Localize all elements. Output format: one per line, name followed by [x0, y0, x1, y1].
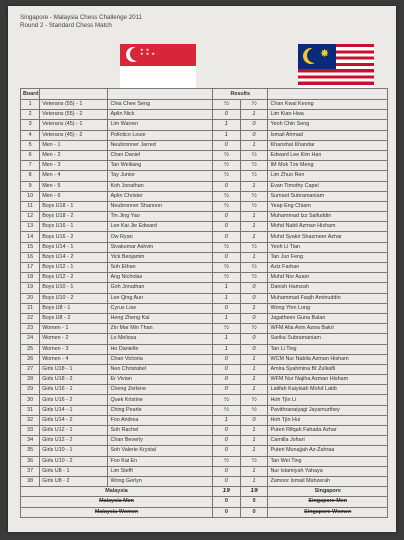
- malaysia-player: Muhammad Faqih Aminuddin: [268, 293, 388, 303]
- board-number: 33: [21, 426, 40, 436]
- board-number: 28: [21, 375, 40, 385]
- team-category: Veterans (55) - 2: [40, 110, 108, 120]
- table-row: [21, 446, 388, 456]
- table-row: [21, 222, 388, 232]
- singapore-player: Er Vivian: [108, 375, 213, 385]
- malaysia-player: Sumant Subramaniam: [268, 191, 388, 201]
- singapore-player: Lim Steffi: [108, 466, 213, 476]
- singapore-result: 0: [213, 252, 241, 262]
- singapore-player: Ho Danielle: [108, 344, 213, 354]
- totals-body: [21, 487, 388, 518]
- malaysia-result: ½: [240, 100, 268, 110]
- malaysia-player: Hoh Tjin Li: [268, 395, 388, 405]
- results-column-header: Results: [213, 89, 268, 100]
- team-category: Girls U10 - 1: [40, 446, 108, 456]
- board-number: 6: [21, 150, 40, 160]
- team-category: Women - 3: [40, 344, 108, 354]
- singapore-result: ½: [213, 150, 241, 160]
- totals-left-team: Malaysia: [21, 487, 213, 497]
- malaysia-player: Lim Kian Hwa: [268, 110, 388, 120]
- team-category: Women - 1: [40, 324, 108, 334]
- singapore-player: Sivakumar Ashvin: [108, 242, 213, 252]
- table-row: [21, 456, 388, 466]
- board-number: 18: [21, 273, 40, 283]
- malaysia-result: ½: [240, 171, 268, 181]
- team-category: Girls U8 - 2: [40, 476, 108, 486]
- singapore-player: Aplin Christer: [108, 191, 213, 201]
- singapore-flag-icon: ★ ★ ★ ★ ★: [120, 44, 196, 88]
- malaysia-player: Edward Lee Kim Han: [268, 150, 388, 160]
- board-number: 21: [21, 303, 40, 313]
- singapore-result: 0: [213, 436, 241, 446]
- malaysia-result: ½: [240, 263, 268, 273]
- singapore-player: Foo Kai En: [108, 456, 213, 466]
- malaysia-result: 1: [240, 385, 268, 395]
- singapore-result: ½: [213, 405, 241, 415]
- team-category: Men - 3: [40, 161, 108, 171]
- malaysia-result: ½: [240, 161, 268, 171]
- singapore-result: ½: [213, 201, 241, 211]
- singapore-result: 1: [213, 120, 241, 130]
- singapore-player: Lee Qing Aun: [108, 293, 213, 303]
- malaysia-player: Aziz Farhan: [268, 263, 388, 273]
- totals-score: 0: [240, 507, 268, 517]
- team-category: Boys U8 - 2: [40, 313, 108, 323]
- singapore-result: 1: [213, 313, 241, 323]
- singapore-result: ½: [213, 456, 241, 466]
- malaysia-result: 1: [240, 212, 268, 222]
- singapore-player: Soh Valerie Krystal: [108, 446, 213, 456]
- table-row: [21, 466, 388, 476]
- table-row: [21, 252, 388, 262]
- table-row: [21, 171, 388, 181]
- board-number: 36: [21, 456, 40, 466]
- totals-score: 0: [240, 497, 268, 507]
- malaysia-result: ½: [240, 456, 268, 466]
- team-category: Boys U10 - 2: [40, 293, 108, 303]
- board-number: 11: [21, 201, 40, 211]
- malaysia-player: Puteri Rifqah Fahada Azhar: [268, 426, 388, 436]
- board-number: 30: [21, 395, 40, 405]
- table-row: [21, 395, 388, 405]
- team-category: Boys U10 - 1: [40, 283, 108, 293]
- malaysia-result: 1: [240, 436, 268, 446]
- board-number: 9: [21, 181, 40, 191]
- team-category: Boys U16 - 2: [40, 232, 108, 242]
- malaysia-result: 1: [240, 375, 268, 385]
- singapore-result: 0: [213, 354, 241, 364]
- singapore-result: ½: [213, 100, 241, 110]
- team-category: Boys U16 - 1: [40, 222, 108, 232]
- table-row: [21, 283, 388, 293]
- team-category: Veterans (45) - 1: [40, 120, 108, 130]
- singapore-result: 0: [213, 466, 241, 476]
- singapore-result: 1: [213, 334, 241, 344]
- singapore-result: ½: [213, 242, 241, 252]
- board-number: 10: [21, 191, 40, 201]
- singapore-result: 1: [213, 130, 241, 140]
- malaysia-result: 0: [240, 293, 268, 303]
- singapore-player: Quek Kristine: [108, 395, 213, 405]
- table-row: [21, 313, 388, 323]
- score-sheet: [8, 6, 396, 532]
- malaysia-result: 1: [240, 426, 268, 436]
- malaysia-player: Lim Zhuo Ren: [268, 171, 388, 181]
- malaysia-result: ½: [240, 273, 268, 283]
- table-row: [21, 273, 388, 283]
- singapore-player: Neubronner Jarred: [108, 140, 213, 150]
- singapore-result: 0: [213, 385, 241, 395]
- singapore-result: ½: [213, 191, 241, 201]
- table-row: [21, 212, 388, 222]
- board-number: 29: [21, 385, 40, 395]
- malaysia-player: Danish Hamzah: [268, 283, 388, 293]
- board-number: 7: [21, 161, 40, 171]
- malaysia-player: Evan Timothy Capel: [268, 181, 388, 191]
- board-number: 31: [21, 405, 40, 415]
- team-category: Men - 2: [40, 150, 108, 160]
- malaysia-player: Amira Syahmina Bt Zulkafli: [268, 364, 388, 374]
- table-row: [21, 303, 388, 313]
- malaysia-result: 1: [240, 140, 268, 150]
- malaysia-result: 1: [240, 476, 268, 486]
- totals-right-team: Singapore Women: [268, 507, 388, 517]
- malaysia-player: Tan Wei Ting: [268, 456, 388, 466]
- table-row: [21, 426, 388, 436]
- team-category: Boys U12 - 1: [40, 263, 108, 273]
- malaysia-player: Sarika Subramaniam: [268, 334, 388, 344]
- malaysia-player: Mohd Nor Azam: [268, 273, 388, 283]
- singapore-column-header: [108, 89, 213, 100]
- totals-left-team: Malaysia Women: [21, 507, 213, 517]
- table-header-row: [21, 89, 388, 100]
- board-number: 15: [21, 242, 40, 252]
- board-number: 14: [21, 232, 40, 242]
- board-number: 12: [21, 212, 40, 222]
- table-row: [21, 415, 388, 425]
- malaysia-player: Yeoh Chin Seng: [268, 120, 388, 130]
- malaysia-player: Khaoshal Khandar: [268, 140, 388, 150]
- malaysia-result: ½: [240, 150, 268, 160]
- team-category: Men - 5: [40, 181, 108, 191]
- singapore-result: 0: [213, 212, 241, 222]
- totals-score: 19: [240, 487, 268, 497]
- board-number: 5: [21, 140, 40, 150]
- malaysia-player: Tan Jun Feng: [268, 252, 388, 262]
- board-number: 17: [21, 263, 40, 273]
- table-row: [21, 120, 388, 130]
- board-number: 4: [21, 130, 40, 140]
- board-number: 38: [21, 476, 40, 486]
- totals-right-team: Singapore Men: [268, 497, 388, 507]
- singapore-result: 1: [213, 283, 241, 293]
- totals-row: [21, 487, 388, 497]
- malaysia-result: 0: [240, 415, 268, 425]
- singapore-result: ½: [213, 161, 241, 171]
- singapore-result: 0: [213, 110, 241, 120]
- singapore-player: Aplin Nick: [108, 110, 213, 120]
- malaysia-result: 1: [240, 354, 268, 364]
- malaysia-player: WFM Alia Anin Azwa Bakri: [268, 324, 388, 334]
- table-row: [21, 161, 388, 171]
- malaysia-player: Hoh Tjin Hui: [268, 415, 388, 425]
- singapore-result: 1: [213, 344, 241, 354]
- table-row: [21, 181, 388, 191]
- singapore-player: Lim Warren: [108, 120, 213, 130]
- board-number: 8: [21, 171, 40, 181]
- malaysia-result: 0: [240, 313, 268, 323]
- board-number: 32: [21, 415, 40, 425]
- board-number: 26: [21, 354, 40, 364]
- table-row: [21, 385, 388, 395]
- singapore-result: 0: [213, 140, 241, 150]
- malaysia-result: 1: [240, 222, 268, 232]
- singapore-result: ½: [213, 324, 241, 334]
- malaysia-result: ½: [240, 395, 268, 405]
- malaysia-result: 1: [240, 364, 268, 374]
- malaysia-player: Latifah Kaiyisah Mohd Latib: [268, 385, 388, 395]
- board-number: 27: [21, 364, 40, 374]
- team-category: Girls U14 - 1: [40, 405, 108, 415]
- malaysia-player: Tan Li Ting: [268, 344, 388, 354]
- malaysia-result: ½: [240, 242, 268, 252]
- board-number: 35: [21, 446, 40, 456]
- singapore-result: 0: [213, 426, 241, 436]
- table-row: [21, 242, 388, 252]
- board-number: 34: [21, 436, 40, 446]
- table-row: [21, 130, 388, 140]
- singapore-player: Cyrus Low: [108, 303, 213, 313]
- table-row: [21, 364, 388, 374]
- board-number: 20: [21, 293, 40, 303]
- singapore-player: Wong Gerlyn: [108, 476, 213, 486]
- singapore-player: Chan Victoria: [108, 354, 213, 364]
- team-category: Girls U10 - 2: [40, 456, 108, 466]
- malaysia-result: 1: [240, 110, 268, 120]
- singapore-result: ½: [213, 171, 241, 181]
- singapore-player: Lo Melissa: [108, 334, 213, 344]
- totals-score: 0: [213, 497, 241, 507]
- malaysia-player: WCM Nur Nabila Azman Hisham: [268, 354, 388, 364]
- team-category: Girls U16 - 1: [40, 385, 108, 395]
- team-category: Men - 1: [40, 140, 108, 150]
- table-row: [21, 110, 388, 120]
- malaysia-player: Jagatheev Guna Balan: [268, 313, 388, 323]
- board-number: 16: [21, 252, 40, 262]
- malaysia-player: Chan Kwai Keong: [268, 100, 388, 110]
- singapore-result: 1: [213, 415, 241, 425]
- team-category: Boys U18 - 1: [40, 201, 108, 211]
- team-column-header: [40, 89, 108, 100]
- malaysia-result: ½: [240, 191, 268, 201]
- board-number: 24: [21, 334, 40, 344]
- board-number: 2: [21, 110, 40, 120]
- table-row: [21, 324, 388, 334]
- table-row: [21, 354, 388, 364]
- singapore-result: 0: [213, 181, 241, 191]
- malaysia-result: 1: [240, 466, 268, 476]
- results-table: [20, 88, 388, 518]
- malaysia-player: Wong Yinn Long: [268, 303, 388, 313]
- board-number: 19: [21, 283, 40, 293]
- malaysia-player: IM Mok Tze Meng: [268, 161, 388, 171]
- team-category: Boys U12 - 2: [40, 273, 108, 283]
- singapore-player: Koh Jonathan: [108, 181, 213, 191]
- singapore-result: 0: [213, 375, 241, 385]
- team-category: Veterans (45) - 2: [40, 130, 108, 140]
- malaysia-player: Yeoh Li Tian: [268, 242, 388, 252]
- team-category: Boys U8 - 1: [40, 303, 108, 313]
- totals-row: [21, 497, 388, 507]
- singapore-player: Chia Chee Seng: [108, 100, 213, 110]
- singapore-result: 0: [213, 476, 241, 486]
- totals-score: 19: [213, 487, 241, 497]
- malaysia-player: Zamoor Ismail Mahzerah: [268, 476, 388, 486]
- singapore-result: ½: [213, 273, 241, 283]
- singapore-player: Soh Rachel: [108, 426, 213, 436]
- table-row: [21, 293, 388, 303]
- team-category: Women - 2: [40, 334, 108, 344]
- team-category: Women - 4: [40, 354, 108, 364]
- singapore-player: Zin Mar Min Than: [108, 324, 213, 334]
- singapore-player: Chan Daniel: [108, 150, 213, 160]
- team-category: Men - 4: [40, 171, 108, 181]
- table-row: [21, 405, 388, 415]
- malaysia-player: Nur Islamiyah Yahaya: [268, 466, 388, 476]
- malaysia-player: Mohd Nabil Azman Hisham: [268, 222, 388, 232]
- singapore-player: Goh Jonathan: [108, 283, 213, 293]
- totals-row: [21, 507, 388, 517]
- team-category: Girls U18 - 2: [40, 375, 108, 385]
- singapore-result: 1: [213, 293, 241, 303]
- team-category: Girls U16 - 2: [40, 395, 108, 405]
- malaysia-result: ½: [240, 405, 268, 415]
- table-row: [21, 375, 388, 385]
- malaysia-player: Camilla Johari: [268, 436, 388, 446]
- malaysia-result: 0: [240, 130, 268, 140]
- singapore-player: Soh Ethan: [108, 263, 213, 273]
- malaysia-player: Pavithranaiyagi Jayamurthey: [268, 405, 388, 415]
- team-category: Girls U12 - 2: [40, 436, 108, 446]
- malaysia-flag-icon: ✸: [298, 44, 374, 88]
- sheet-header: [20, 14, 142, 30]
- team-category: Girls U8 - 1: [40, 466, 108, 476]
- singapore-result: 0: [213, 303, 241, 313]
- malaysia-result: 1: [240, 252, 268, 262]
- malaysia-result: 1: [240, 232, 268, 242]
- malaysia-player: Yeap Eng Chiam: [268, 201, 388, 211]
- singapore-player: Tin Jing Yao: [108, 212, 213, 222]
- singapore-player: Foo Andrea: [108, 415, 213, 425]
- singapore-player: Ang Nicholas: [108, 273, 213, 283]
- malaysia-result: 1: [240, 446, 268, 456]
- table-row: [21, 100, 388, 110]
- table-row: [21, 334, 388, 344]
- malaysia-player: Puteri Munajjah Az-Zahraa: [268, 446, 388, 456]
- board-number: 37: [21, 466, 40, 476]
- malaysia-result: 0: [240, 283, 268, 293]
- team-category: Men - 6: [40, 191, 108, 201]
- malaysia-result: 1: [240, 181, 268, 191]
- malaysia-player: Muhammad Izz Saifuddin: [268, 212, 388, 222]
- board-number: 25: [21, 344, 40, 354]
- singapore-player: Chan Beverly: [108, 436, 213, 446]
- singapore-result: 0: [213, 446, 241, 456]
- totals-right-team: Singapore: [268, 487, 388, 497]
- team-category: Girls U14 - 2: [40, 415, 108, 425]
- malaysia-player: WFM Nur Najiha Azman Hisham: [268, 375, 388, 385]
- malaysia-result: 0: [240, 344, 268, 354]
- event-title: Singapore - Malaysia Chess Challenge 2011: [20, 14, 142, 21]
- team-category: Girls U18 - 1: [40, 364, 108, 374]
- table-row: [21, 436, 388, 446]
- board-number: 23: [21, 324, 40, 334]
- table-row: [21, 201, 388, 211]
- malaysia-result: 1: [240, 303, 268, 313]
- table-row: [21, 344, 388, 354]
- table-row: [21, 232, 388, 242]
- board-column-header: Board: [21, 89, 40, 100]
- singapore-result: 0: [213, 364, 241, 374]
- singapore-result: ½: [213, 395, 241, 405]
- malaysia-result: ½: [240, 201, 268, 211]
- singapore-player: Neo Christabel: [108, 364, 213, 374]
- malaysia-column-header: [268, 89, 388, 100]
- singapore-player: Ching Pearle: [108, 405, 213, 415]
- totals-left-team: Malaysia Men: [21, 497, 213, 507]
- board-number: 13: [21, 222, 40, 232]
- singapore-result: ½: [213, 263, 241, 273]
- malaysia-result: 0: [240, 334, 268, 344]
- team-category: Boys U14 - 2: [40, 252, 108, 262]
- table-row: [21, 150, 388, 160]
- singapore-player: Neubronner Shannon: [108, 201, 213, 211]
- team-category: Boys U14 - 1: [40, 242, 108, 252]
- singapore-result: 0: [213, 232, 241, 242]
- singapore-player: Lee Kai Jie Edward: [108, 222, 213, 232]
- board-number: 1: [21, 100, 40, 110]
- team-category: Boys U18 - 2: [40, 212, 108, 222]
- table-row: [21, 191, 388, 201]
- singapore-player: Pollotico Louie: [108, 130, 213, 140]
- singapore-result: 0: [213, 222, 241, 232]
- board-number: 3: [21, 120, 40, 130]
- table-row: [21, 263, 388, 273]
- table-row: [21, 476, 388, 486]
- malaysia-player: Mohd Syakir Shazmeer Azhar: [268, 232, 388, 242]
- singapore-player: Ow Ryan: [108, 232, 213, 242]
- team-category: Girls U12 - 1: [40, 426, 108, 436]
- malaysia-result: 0: [240, 120, 268, 130]
- malaysia-result: ½: [240, 324, 268, 334]
- table-row: [21, 140, 388, 150]
- results-body: [21, 100, 388, 487]
- malaysia-player: Ismail Ahmad: [268, 130, 388, 140]
- singapore-player: Heng Zheng Kai: [108, 313, 213, 323]
- singapore-player: Yick Benjamin: [108, 252, 213, 262]
- totals-score: 0: [213, 507, 241, 517]
- singapore-player: Tay Junior: [108, 171, 213, 181]
- round-title: Round 2 - Standard Chess Match: [20, 22, 112, 29]
- board-number: 22: [21, 313, 40, 323]
- team-category: Veterans (55) - 1: [40, 100, 108, 110]
- singapore-player: Tan Weiliang: [108, 161, 213, 171]
- singapore-player: Cheng Zerlene: [108, 385, 213, 395]
